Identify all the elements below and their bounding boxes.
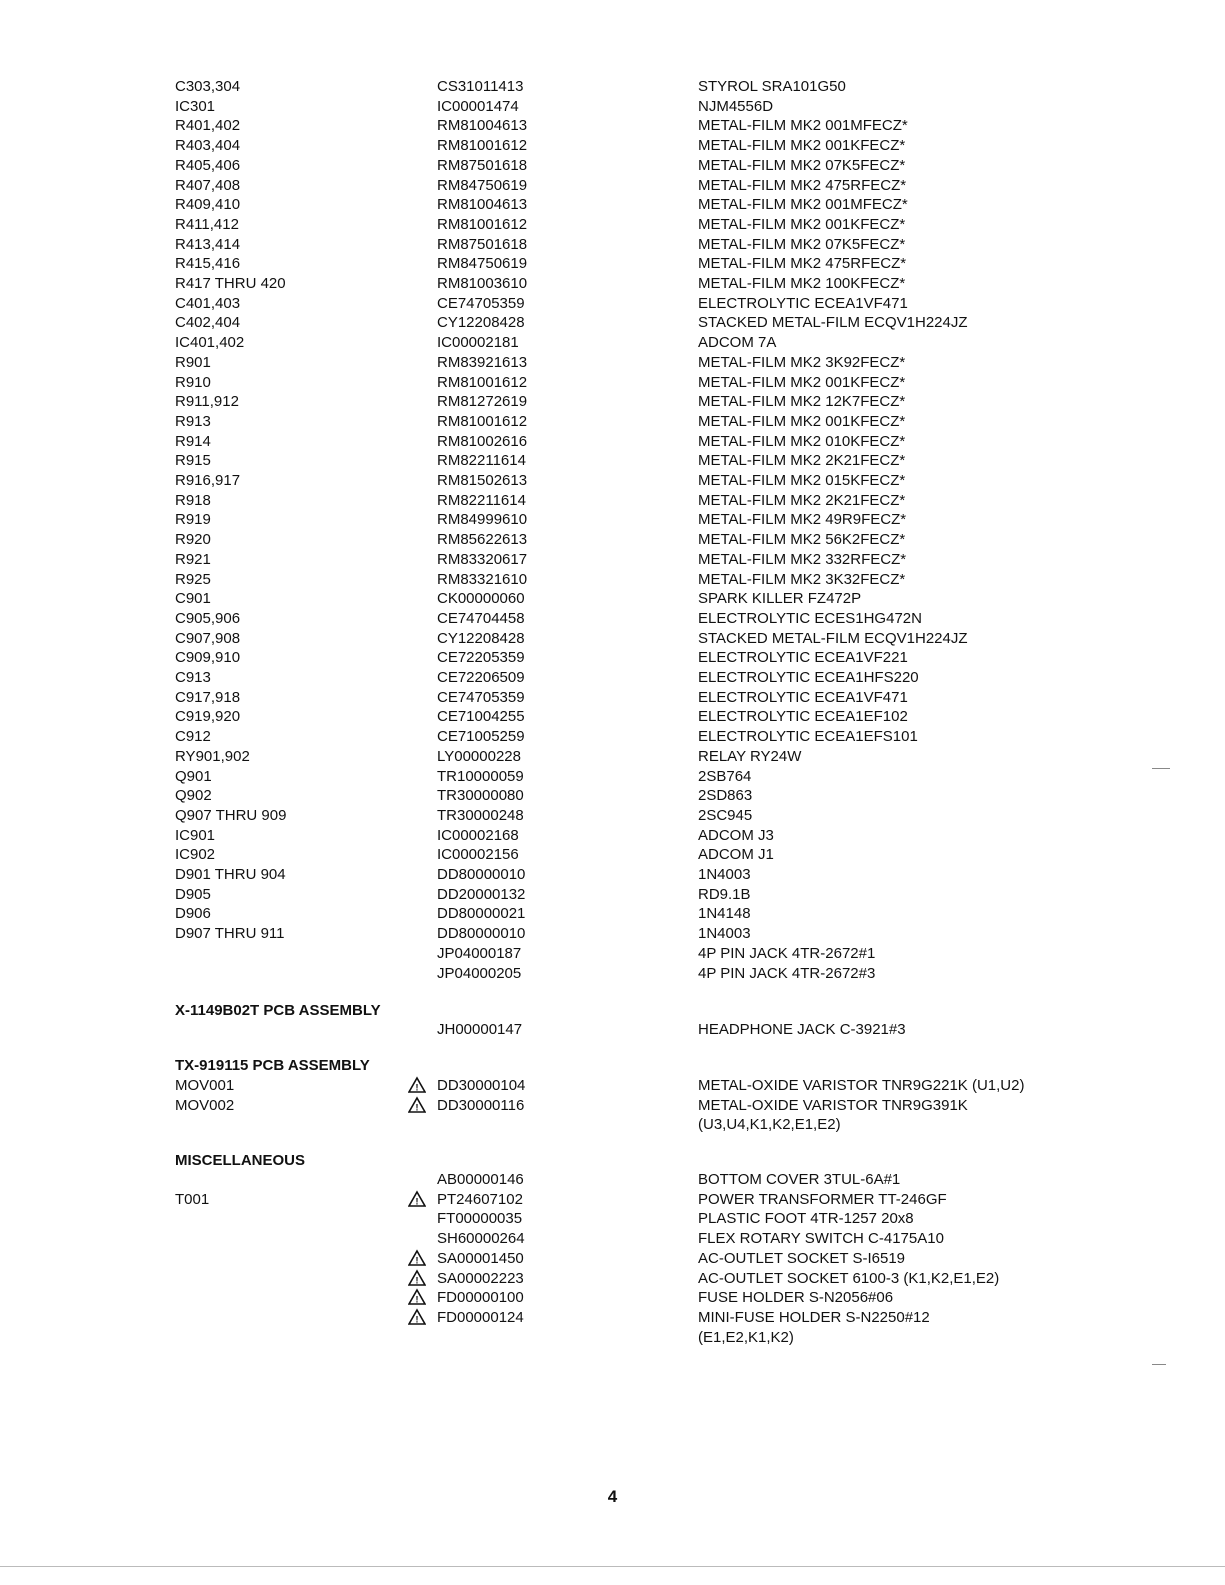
safety-warning-icon	[408, 1076, 426, 1094]
part-number: JH00000147	[437, 1021, 523, 1038]
part-description: AC-OUTLET SOCKET 6100-3 (K1,K2,E1,E2)	[698, 1269, 1000, 1287]
part-number: RM87501618	[437, 156, 528, 174]
parts-row	[0, 77, 1225, 97]
part-description: FUSE HOLDER S-N2056#06	[698, 1289, 894, 1307]
part-description: METAL-FILM MK2 015KFECZ*	[698, 472, 906, 489]
part-description: METAL-OXIDE VARISTOR TNR9G391K	[698, 1096, 968, 1114]
part-description: METAL-FILM MK2 001KFECZ*	[698, 215, 906, 233]
ref-designator: R403,404	[175, 137, 241, 155]
part-number: FD00000124	[437, 1308, 524, 1326]
ref-designator: R920	[175, 531, 211, 549]
ref-designator: C913	[175, 669, 211, 686]
ref-designator: R407,408	[175, 176, 241, 194]
ref-designator: IC401,402	[175, 334, 245, 352]
part-number: RM85622613	[437, 531, 528, 549]
part-number: CK00000060	[437, 590, 525, 608]
part-number: RM81001612	[437, 215, 528, 233]
parts-row	[0, 1190, 1225, 1210]
part-description: METAL-FILM MK2 07K5FECZ*	[698, 156, 906, 174]
part-number: RM83320617	[437, 550, 528, 568]
part-description: METAL-FILM MK2 332RFECZ*	[698, 550, 907, 568]
ref-designator: C909,910	[175, 649, 241, 667]
parts-row	[0, 1020, 1225, 1040]
parts-row	[0, 1249, 1225, 1269]
parts-row	[0, 924, 1225, 944]
part-description: 2SC945	[698, 806, 753, 824]
part-description: METAL-FILM MK2 56K2FECZ*	[698, 531, 906, 549]
part-description: ADCOM 7A	[698, 334, 777, 352]
section-heading: MISCELLANEOUS	[175, 1152, 306, 1169]
parts-row	[0, 885, 1225, 905]
ref-designator: C917,918	[175, 688, 241, 706]
part-number: CE71004255	[437, 708, 525, 726]
safety-warning-icon	[408, 1249, 426, 1267]
part-number: RM81001612	[437, 373, 528, 391]
scan-mark	[1152, 1364, 1166, 1365]
section-heading: TX-919115 PCB ASSEMBLY	[175, 1057, 370, 1074]
part-number: RM82211614	[437, 491, 526, 509]
ref-designator: T001	[175, 1190, 210, 1208]
part-number: RM81001612	[437, 137, 528, 155]
part-description: (U3,U4,K1,K2,E1,E2)	[698, 1116, 841, 1134]
parts-row	[0, 274, 1225, 294]
part-description: (E1,E2,K1,K2)	[698, 1328, 794, 1346]
part-number: FD00000100	[437, 1289, 524, 1307]
part-description: ELECTROLYTIC ECES1HG472N	[698, 609, 922, 627]
part-description: 4P PIN JACK 4TR-2672#3	[698, 964, 876, 982]
part-number: RM83321610	[437, 570, 528, 588]
part-number: SH60000264	[437, 1230, 525, 1248]
part-number: CE72205359	[437, 649, 525, 667]
ref-designator: Q907 THRU 909	[175, 806, 287, 824]
ref-designator: RY901,902	[175, 747, 250, 765]
part-description: 2SB764	[698, 767, 752, 785]
part-number: CE74704458	[437, 609, 525, 627]
parts-row	[0, 707, 1225, 727]
part-description: 2SD863	[698, 787, 753, 805]
parts-row	[0, 491, 1225, 511]
part-description: HEADPHONE JACK C-3921#3	[698, 1021, 906, 1038]
part-description: METAL-FILM MK2 001KFECZ*	[698, 137, 906, 155]
parts-row	[0, 964, 1225, 984]
ref-designator: Q902	[175, 787, 212, 805]
svg-text:!: !	[415, 1255, 419, 1266]
svg-text:!: !	[415, 1082, 419, 1093]
part-description: METAL-FILM MK2 07K5FECZ*	[698, 235, 906, 253]
part-number: AB00000146	[437, 1171, 524, 1188]
parts-row	[0, 786, 1225, 806]
part-number: SA00002223	[437, 1269, 524, 1287]
part-description: METAL-FILM MK2 100KFECZ*	[698, 275, 906, 292]
part-description: BOTTOM COVER 3TUL-6A#1	[698, 1171, 901, 1188]
part-number: RM82211614	[437, 452, 526, 470]
part-number: CE71005259	[437, 728, 525, 746]
ref-designator: R401,402	[175, 117, 241, 135]
part-number: RM81502613	[437, 472, 528, 489]
part-number: IC00002168	[437, 826, 519, 844]
part-description: METAL-FILM MK2 001MFECZ*	[698, 117, 908, 135]
part-description: METAL-FILM MK2 475RFECZ*	[698, 176, 907, 194]
parts-row	[0, 353, 1225, 373]
parts-row	[0, 333, 1225, 353]
parts-row	[0, 727, 1225, 747]
parts-row	[0, 116, 1225, 136]
ref-designator: C901	[175, 590, 211, 608]
parts-row	[0, 1269, 1225, 1289]
part-number: RM81004613	[437, 196, 528, 214]
part-number: DD20000132	[437, 885, 526, 903]
ref-designator: C402,404	[175, 314, 241, 332]
part-description: MINI-FUSE HOLDER S-N2250#12	[698, 1308, 930, 1326]
ref-designator: IC901	[175, 826, 216, 844]
ref-designator: Q901	[175, 767, 212, 785]
ref-designator: C919,920	[175, 708, 241, 726]
part-number: RM87501618	[437, 235, 528, 253]
part-number: DD30000104	[437, 1077, 526, 1094]
part-number: DD80000021	[437, 905, 526, 923]
parts-row	[0, 688, 1225, 708]
parts-row	[0, 313, 1225, 333]
ref-designator: C905,906	[175, 609, 241, 627]
ref-designator: R901	[175, 353, 211, 371]
ref-designator: R405,406	[175, 156, 241, 174]
part-description: ADCOM J3	[698, 826, 774, 844]
ref-designator: MOV001	[175, 1077, 235, 1094]
part-description: METAL-FILM MK2 001KFECZ*	[698, 373, 906, 391]
ref-designator: R409,410	[175, 196, 241, 214]
ref-designator: R413,414	[175, 235, 241, 253]
part-number: RM84750619	[437, 255, 528, 273]
parts-row	[0, 176, 1225, 196]
part-description: METAL-FILM MK2 12K7FECZ*	[698, 393, 906, 411]
part-description: 4P PIN JACK 4TR-2672#1	[698, 944, 876, 962]
part-number: CE72206509	[437, 669, 525, 686]
part-number: IC00002156	[437, 846, 519, 864]
part-description: POWER TRANSFORMER TT-246GF	[698, 1190, 947, 1208]
section-heading: X-1149B02T PCB ASSEMBLY	[175, 1002, 381, 1019]
part-number: CY12208428	[437, 314, 525, 332]
parts-row	[0, 1115, 1225, 1135]
parts-row	[0, 510, 1225, 530]
part-description: PLASTIC FOOT 4TR-1257 20x8	[698, 1210, 914, 1228]
part-description: METAL-FILM MK2 49R9FECZ*	[698, 511, 907, 529]
parts-row	[0, 609, 1225, 629]
part-number: CE74705359	[437, 294, 525, 312]
svg-text:!: !	[415, 1102, 419, 1113]
parts-row	[0, 471, 1225, 491]
part-description: STACKED METAL-FILM ECQV1H224JZ	[698, 314, 968, 332]
parts-row	[0, 530, 1225, 550]
part-description: RELAY RY24W	[698, 747, 802, 765]
parts-row	[0, 235, 1225, 255]
part-number: CS31011413	[437, 78, 524, 95]
part-description: RD9.1B	[698, 885, 751, 903]
parts-row	[0, 1170, 1225, 1190]
part-description: STYROL SRA101G50	[698, 78, 846, 95]
part-description: ELECTROLYTIC ECEA1HFS220	[698, 669, 919, 686]
ref-designator: R910	[175, 373, 211, 391]
parts-row	[0, 156, 1225, 176]
svg-text:!: !	[415, 1196, 419, 1207]
ref-designator: C912	[175, 728, 211, 746]
parts-row	[0, 254, 1225, 274]
ref-designator: R918	[175, 491, 211, 509]
part-number: RM84999610	[437, 511, 528, 529]
parts-row	[0, 865, 1225, 885]
safety-warning-icon	[408, 1269, 426, 1287]
part-description: SPARK KILLER FZ472P	[698, 590, 862, 608]
ref-designator: R919	[175, 511, 211, 529]
part-description: ELECTROLYTIC ECEA1VF471	[698, 688, 908, 706]
part-description: AC-OUTLET SOCKET S-I6519	[698, 1249, 906, 1267]
part-number: FT00000035	[437, 1210, 523, 1228]
part-description: METAL-FILM MK2 3K92FECZ*	[698, 353, 906, 371]
part-number: RM81272619	[437, 393, 528, 411]
parts-row	[0, 432, 1225, 452]
part-description: ELECTROLYTIC ECEA1EFS101	[698, 728, 918, 746]
ref-designator: R914	[175, 432, 211, 450]
parts-row	[0, 806, 1225, 826]
svg-text:!: !	[415, 1294, 419, 1305]
parts-row	[0, 629, 1225, 649]
part-number: DD30000116	[437, 1096, 525, 1114]
ref-designator: D901 THRU 904	[175, 866, 286, 883]
ref-designator: D907 THRU 911	[175, 925, 285, 943]
parts-row	[0, 845, 1225, 865]
part-number: TR10000059	[437, 767, 524, 785]
parts-row	[0, 570, 1225, 590]
ref-designator: R913	[175, 412, 211, 430]
part-description: 1N4148	[698, 905, 751, 923]
parts-row	[0, 1229, 1225, 1249]
parts-row	[0, 215, 1225, 235]
part-description: METAL-FILM MK2 001KFECZ*	[698, 412, 906, 430]
part-number: IC00001474	[437, 97, 519, 115]
part-description: METAL-FILM MK2 475RFECZ*	[698, 255, 907, 273]
ref-designator: R916,917	[175, 472, 241, 489]
part-number: CE74705359	[437, 688, 525, 706]
part-description: FLEX ROTARY SWITCH C-4175A10	[698, 1230, 944, 1248]
parts-row	[0, 747, 1225, 767]
safety-warning-icon	[408, 1190, 426, 1208]
ref-designator: R915	[175, 452, 211, 470]
part-description: ADCOM J1	[698, 846, 774, 864]
part-description: METAL-FILM MK2 2K21FECZ*	[698, 452, 906, 470]
part-description: METAL-FILM MK2 001MFECZ*	[698, 196, 908, 214]
part-number: RM81004613	[437, 117, 528, 135]
ref-designator: D905	[175, 885, 211, 903]
scan-mark	[1152, 768, 1170, 769]
parts-row	[0, 1328, 1225, 1348]
parts-row	[0, 1288, 1225, 1308]
parts-row	[0, 136, 1225, 156]
parts-row	[0, 826, 1225, 846]
part-number: RM84750619	[437, 176, 528, 194]
ref-designator: IC301	[175, 97, 216, 115]
part-description: METAL-OXIDE VARISTOR TNR9G221K (U1,U2)	[698, 1077, 1025, 1094]
ref-designator: R925	[175, 570, 211, 588]
ref-designator: R411,412	[175, 215, 239, 233]
part-description: STACKED METAL-FILM ECQV1H224JZ	[698, 629, 968, 647]
part-number: SA00001450	[437, 1249, 524, 1267]
part-description: METAL-FILM MK2 010KFECZ*	[698, 432, 906, 450]
part-number: RM81001612	[437, 412, 528, 430]
parts-row	[0, 451, 1225, 471]
parts-row	[0, 294, 1225, 314]
part-number: PT24607102	[437, 1190, 523, 1208]
parts-row	[0, 392, 1225, 412]
ref-designator: D906	[175, 905, 211, 923]
parts-row	[0, 97, 1225, 117]
part-number: RM83921613	[437, 353, 528, 371]
parts-row	[0, 648, 1225, 668]
safety-warning-icon	[408, 1288, 426, 1306]
ref-designator: R911,912	[175, 393, 239, 411]
scan-mark	[0, 1566, 1225, 1567]
part-number: TR30000080	[437, 787, 524, 805]
parts-row	[0, 767, 1225, 787]
part-description: METAL-FILM MK2 2K21FECZ*	[698, 491, 906, 509]
svg-text:!: !	[415, 1314, 419, 1325]
safety-warning-icon	[408, 1308, 426, 1326]
safety-warning-icon	[408, 1096, 426, 1114]
ref-designator: C303,304	[175, 78, 241, 95]
part-number: TR30000248	[437, 806, 524, 824]
part-description: NJM4556D	[698, 97, 774, 115]
parts-row	[0, 550, 1225, 570]
svg-text:!: !	[415, 1275, 419, 1285]
parts-row	[0, 589, 1225, 609]
part-number: LY00000228	[437, 747, 521, 765]
part-number: IC00002181	[437, 334, 519, 352]
ref-designator: IC902	[175, 846, 216, 864]
parts-row	[0, 668, 1225, 688]
part-description: 1N4003	[698, 866, 751, 883]
ref-designator: C907,908	[175, 629, 241, 647]
ref-designator: MOV002	[175, 1096, 235, 1114]
part-number: DD80000010	[437, 925, 526, 943]
part-number: CY12208428	[437, 629, 525, 647]
parts-row	[0, 373, 1225, 393]
ref-designator: R415,416	[175, 255, 241, 273]
parts-row	[0, 195, 1225, 215]
parts-row	[0, 1096, 1225, 1116]
part-description: ELECTROLYTIC ECEA1VF221	[698, 649, 908, 667]
ref-designator: C401,403	[175, 294, 241, 312]
part-description: ELECTROLYTIC ECEA1EF102	[698, 708, 908, 726]
ref-designator: R921	[175, 550, 211, 568]
part-number: JP04000205	[437, 964, 522, 982]
parts-row	[0, 1308, 1225, 1328]
part-description: METAL-FILM MK2 3K32FECZ*	[698, 570, 906, 588]
parts-row	[0, 412, 1225, 432]
part-number: DD80000010	[437, 866, 526, 883]
page-number: 4	[607, 1487, 618, 1506]
parts-row	[0, 1209, 1225, 1229]
part-number: RM81002616	[437, 432, 528, 450]
parts-row	[0, 904, 1225, 924]
parts-row	[0, 1076, 1225, 1096]
part-description: ELECTROLYTIC ECEA1VF471	[698, 294, 908, 312]
part-number: RM81003610	[437, 275, 528, 292]
parts-row	[0, 944, 1225, 964]
part-description: 1N4003	[698, 925, 751, 943]
ref-designator: R417 THRU 420	[175, 275, 286, 292]
part-number: JP04000187	[437, 944, 522, 962]
